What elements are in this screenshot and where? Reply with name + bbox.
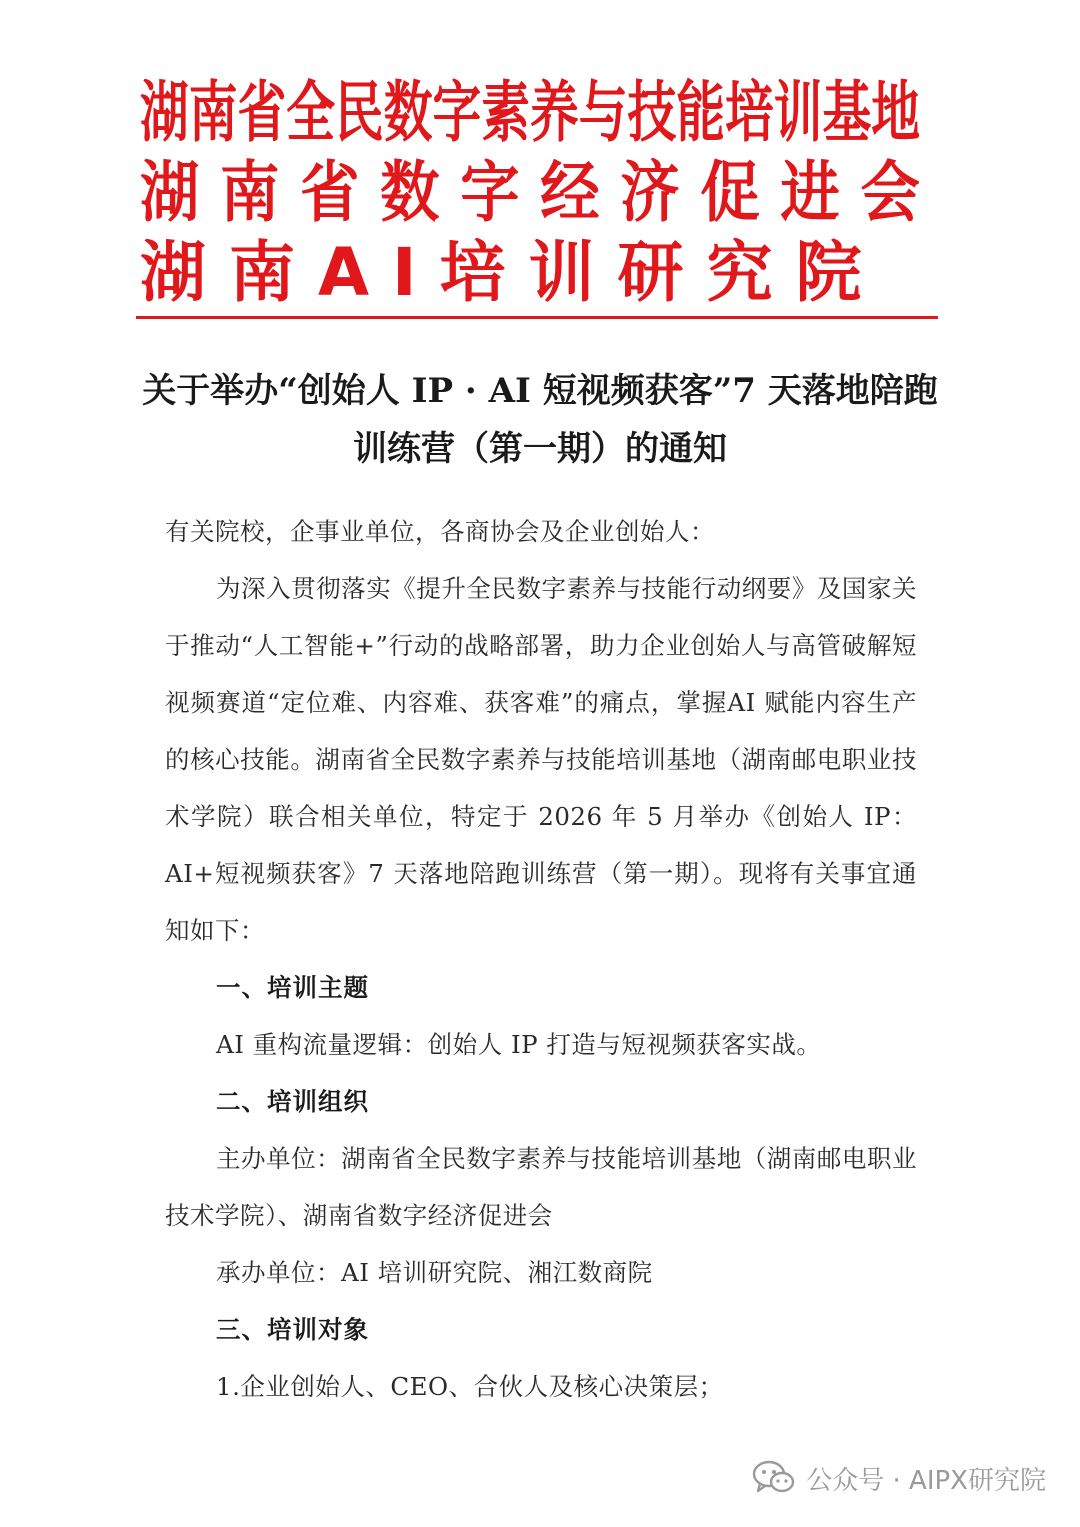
intro-paragraph: 为深入贯彻落实《提升全民数字素养与技能行动纲要》及国家关于推动“人工智能+”行动的战略部署，助力企业创始人与高管破解短视频赛道“定位难、内容难、获客难”的痛点，掌握AI 赋能内容生产的核心技能。湖南省全民数字素养与技能培训基地（湖南邮电职业技术学院）联合相关单位，特定于 2026 年 5 月举办《创始人 IP：AI+短视频获客》7 天落地陪跑训练营（第一期）。现将有关事宜通知如下： (165, 574, 917, 945)
section-heading-audience: 三、培训对象 (216, 1315, 369, 1344)
document-title-line-1: 关于举办“创始人 IP · AI 短视频获客”7 天落地陪跑 (142, 371, 938, 411)
host-units: 主办单位：湖南省全民数字素养与技能培训基地（湖南邮电职业技术学院）、湖南省数字经济促进会 (165, 1144, 917, 1230)
document-title (140, 362, 940, 478)
org-name-1: 湖南省全民数字素养与技能培训基地 (140, 74, 920, 151)
wechat-icon (752, 1460, 796, 1496)
document-body (165, 503, 917, 1415)
audience-item-1: 1.企业创始人、CEO、合伙人及核心决策层； (216, 1372, 724, 1401)
watermark (752, 1452, 1046, 1504)
section-heading-topic: 一、培训主题 (216, 973, 369, 1002)
section-topic-text: AI 重构流量逻辑：创始人 IP 打造与短视频获客实战。 (216, 1030, 822, 1059)
org-name-2: 湖 南 省 数 字 经 济 促 进 会 (140, 154, 920, 231)
organizer-units: 承办单位：AI 培训研究院、湘江数商院 (216, 1258, 653, 1287)
salutation: 有关院校，企事业单位，各商协会及企业创始人： (165, 517, 715, 546)
watermark-text: 公众号 · AIPX研究院 (806, 1465, 1046, 1496)
letterhead-divider (136, 316, 938, 319)
document-title-line-2: 训练营（第一期）的通知 (353, 429, 727, 469)
letterhead (140, 66, 920, 312)
section-heading-organization: 二、培训组织 (216, 1087, 369, 1116)
org-name-3: 湖 南 A I 培 训 研 究 院 (140, 234, 862, 311)
